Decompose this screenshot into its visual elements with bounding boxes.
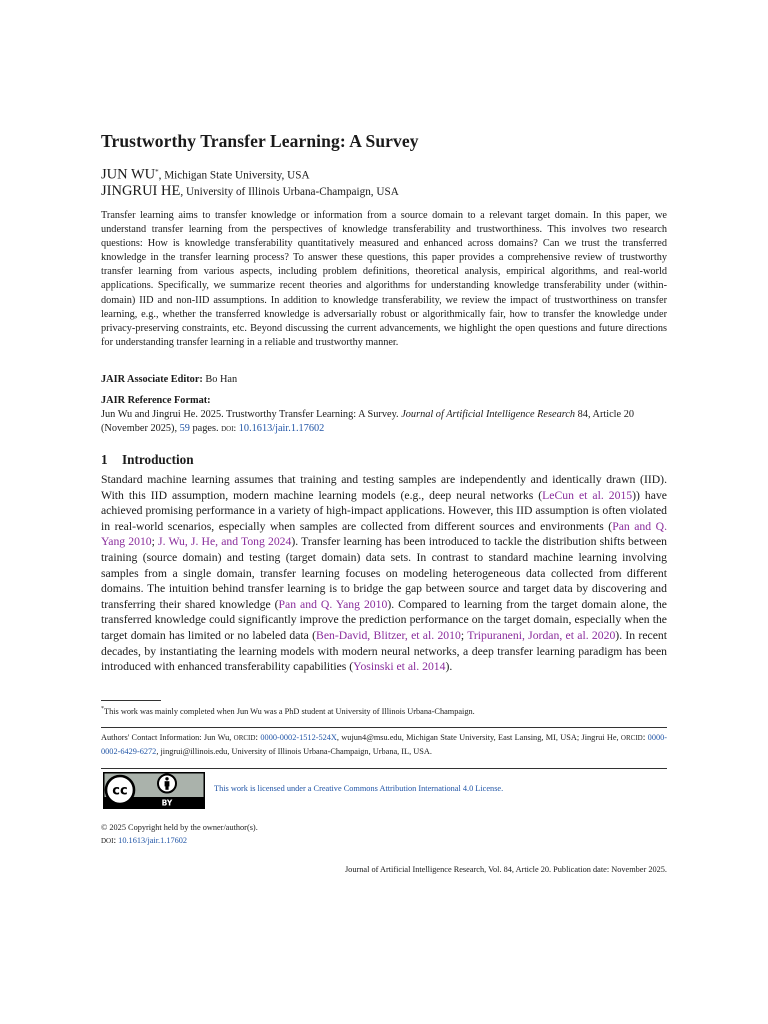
orcid-link[interactable]: 0000-0002-1512-524X — [260, 733, 337, 742]
intro-text: ). In recent decades, by instantiating the learning models with modern neural networks, a deep transfer learning paradigm has been introduced with enhanced transferability capabilities ( — [101, 628, 667, 674]
intro-text: ; — [151, 535, 159, 549]
citation-link[interactable]: LeCun et al. 2015 — [542, 488, 633, 502]
footnote-text: This work was mainly completed when Jun Wu was a PhD student at University of Illinois Urbana-Champaign. — [104, 706, 475, 716]
reference-label: JAIR Reference Format: — [101, 395, 211, 406]
by-badge-text: BY — [161, 798, 173, 808]
citation-link[interactable]: Pan and Q. Yang 2010 — [101, 519, 667, 549]
author-footnote-mark: * — [155, 168, 159, 176]
citation-link[interactable]: Yosinski et al. 2014 — [353, 660, 446, 674]
cc-badge-text: cc — [112, 783, 128, 799]
intro-text: ). Compared to learning from the target domain alone, the transferred knowledge could significantly improve the prediction performance on the target domain, especially when the target domain has limited or no labeled data ( — [101, 597, 667, 642]
contact-text: , jingrui@illinois.edu, University of Illinois Urbana-Champaign, Urbana, IL, USA. — [156, 747, 432, 756]
author-affiliation: , Michigan State University, USA — [158, 169, 310, 182]
reference-text: pages. — [189, 423, 222, 435]
reference-text: 84, Article 20 (November 2025), — [101, 409, 634, 435]
journal-footer: Journal of Artificial Intelligence Research, Vol. 84, Article 20. Publication date: November 2025. — [344, 865, 667, 874]
contact-info — [101, 731, 667, 758]
citation-link[interactable]: Ben-David, Blitzer, et al. 2010 — [316, 628, 461, 642]
author-name: JINGRUI HE — [101, 183, 181, 199]
paper-title: Trustworthy Transfer Learning: A Survey — [101, 131, 419, 151]
copyright-text: © 2025 Copyright held by the owner/author(s). — [101, 823, 258, 832]
contact-text: , wujun4@msu.edu, Michigan State University, East Lansing, MI, USA; Jingrui He, — [336, 733, 621, 742]
intro-paragraph — [101, 472, 667, 675]
intro-text: ). Transfer learning has been introduced to tackle the distribution shifts between training (source domain) and testing (target domain) data sets. In contrast to standard machine learning involving samples from a single domain, transfer learning focuses on modeling heterogeneous data collected from different domains. The intuition behind transfer learning is to bridge the gap between source and target data by discovering and transferring their shared knowledge ( — [101, 535, 667, 611]
orcid-label: orcid: — [620, 733, 646, 743]
doi-label: doi: — [101, 836, 117, 846]
copyright-block — [101, 821, 667, 848]
contact-text: Authors' Contact Information: Jun Wu, — [101, 733, 234, 742]
contact-divider — [101, 727, 667, 728]
footnote-mark: * — [101, 706, 104, 712]
intro-text: ; — [460, 628, 468, 642]
doi-link[interactable]: 10.1613/jair.1.17602 — [118, 836, 188, 845]
cc-by-badge[interactable] — [103, 772, 205, 809]
section-heading — [101, 452, 667, 468]
citation-link[interactable]: Tripuraneni, Jordan, et al. 2020 — [467, 628, 616, 642]
orcid-label: orcid: — [233, 733, 259, 743]
journal-name: Journal of Artificial Intelligence Research — [401, 409, 576, 421]
reference-format — [101, 394, 667, 436]
copyright-doi — [101, 834, 667, 848]
page-count-link[interactable]: 59 — [179, 423, 190, 435]
doi-link[interactable]: 10.1613/jair.1.17602 — [238, 423, 325, 435]
license-link[interactable]: This work is licensed under a Creative Commons Attribution International 4.0 License. — [214, 784, 504, 793]
author-name: JUN WU — [101, 166, 156, 183]
intro-text: ). — [445, 660, 453, 674]
author-line — [101, 164, 667, 184]
author-line — [101, 183, 667, 200]
abstract: Transfer learning aims to transfer knowledge or information from a source domain to a relevant target domain. In this paper, we understand transfer learning from the perspectives of knowledge transferability and trustworthiness. This involves two research questions: How is knowledge transferability quantitatively measured and enhanced across domains? Can we trust the transferred knowledge in the transfer learning process? To answer these questions, this paper provides a comprehensive review of trustworthy transfer learning from various aspects, including problem definitions, theoretical analysis, empirical algorithms, and real-world applications. Specifically, we summarize recent theories and algorithms for understanding knowledge transferability under (within-domain) IID and non-IID assumptions. In addition to knowledge transferability, we review the impact of trustworthiness on transfer learning, e.g., whether the transferred knowledge is adversarially robust or algorithmically fair, how to transfer the knowledge under privacy-preserving constraints, etc. Beyond discussing the current advancements, we highlight the open questions and future directions for understanding transfer learning in a reliable and trustworthy manner. — [101, 210, 667, 348]
editor-name: Bo Han — [205, 374, 238, 385]
orcid-link[interactable]: 0000-0002-6429-6272 — [101, 733, 668, 756]
citation-link[interactable]: J. Wu, J. He, and Tong 2024 — [158, 535, 292, 549]
intro-text: Standard machine learning assumes that training and testing samples are independently and identically drawn (IID). With this IID assumption, modern machine learning models (e.g., deep neural networks ( — [101, 473, 667, 502]
associate-editor — [101, 373, 667, 387]
doi-label: doi: — [221, 424, 237, 435]
citation-link[interactable]: Pan and Q. Yang 2010 — [278, 597, 388, 611]
section-number: 1 — [101, 452, 108, 467]
reference-text: Jun Wu and Jingrui He. 2025. Trustworthy Transfer Learning: A Survey. — [101, 409, 402, 421]
license-divider — [101, 768, 667, 769]
author-affiliation: , University of Illinois Urbana-Champaign, USA — [180, 186, 399, 198]
editor-label: JAIR Associate Editor: — [101, 374, 203, 385]
section-title: Introduction — [122, 452, 194, 467]
intro-text: )) have achieved promising performance in a variety of high-impact applications. However, this IID assumption is often violated in real-world scenarios, especially when samples are collected from different sources and environments ( — [101, 488, 667, 533]
footnote-divider — [101, 700, 161, 701]
cc-by-badge-graphic — [103, 772, 205, 809]
footnote — [101, 703, 667, 718]
